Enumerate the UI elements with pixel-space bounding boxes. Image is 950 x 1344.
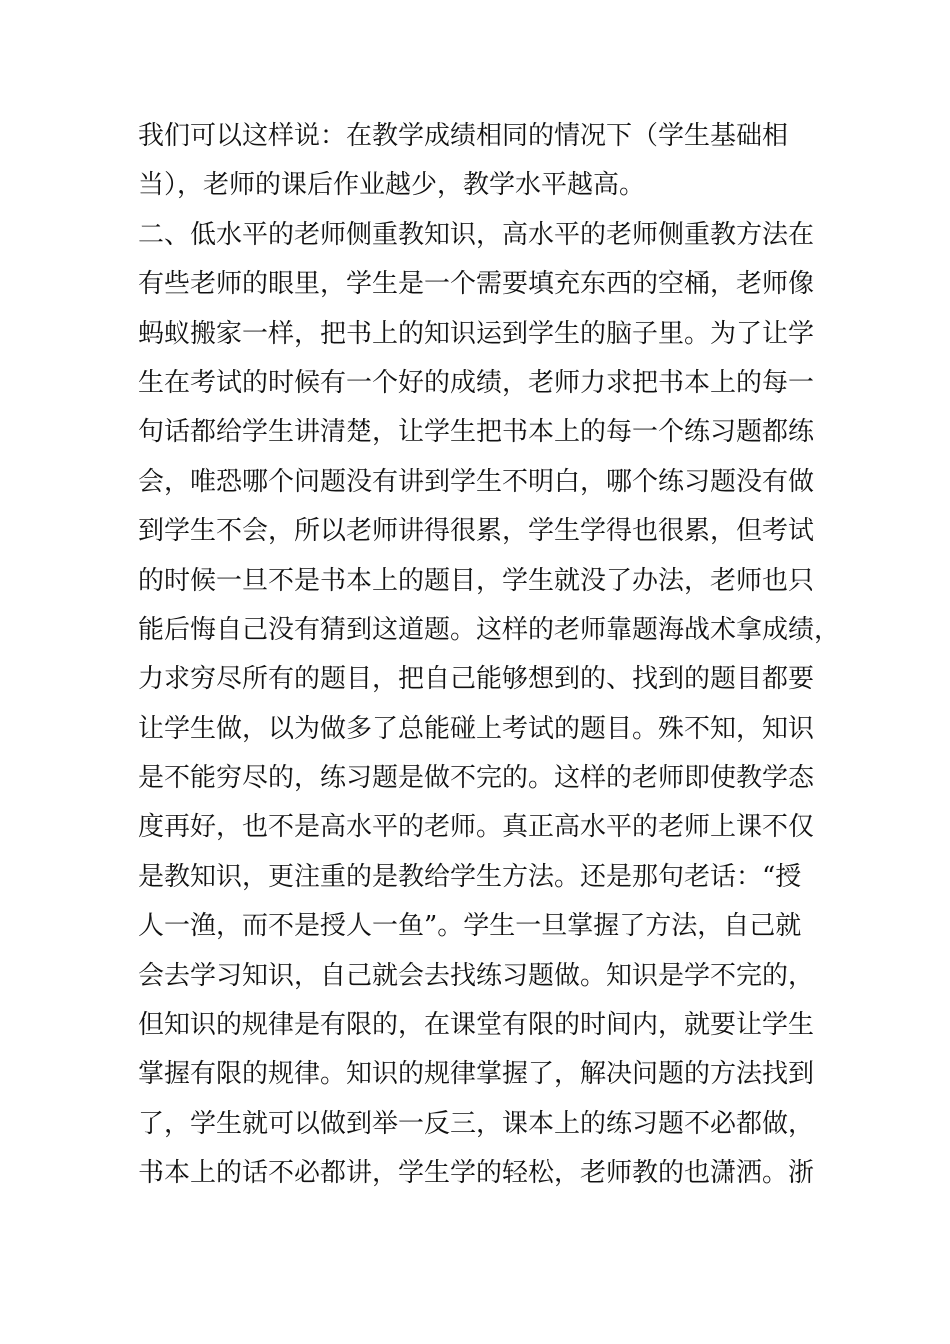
text-line: 当），老师的课后作业越少，教学水平越高。 [138,170,646,201]
text-line: 但知识的规律是有限的，在课堂有限的时间内，就要让学生 [138,1010,815,1041]
text-line: 句话都给学生讲清楚，让学生把书本上的每一个练习题都练 [138,417,815,448]
text-line: 到学生不会，所以老师讲得很累，学生学得也很累，但考试 [138,516,815,547]
text-line: 蚂蚁搬家一样，把书上的知识运到学生的脑子里。为了让学 [138,318,815,349]
text-line: 二、低水平的老师侧重教知识，高水平的老师侧重教方法在 [138,219,815,250]
text-line: 是不能穷尽的，练习题是做不完的。这样的老师即使教学态 [138,763,815,794]
text-line: 会，唯恐哪个问题没有讲到学生不明白，哪个练习题没有做 [138,466,815,497]
text-line: 书本上的话不必都讲，学生学的轻松，老师教的也潇洒。浙 [138,1158,815,1189]
text-line: 的时候一旦不是书本上的题目，学生就没了办法，老师也只 [138,565,815,596]
text-line: 了，学生就可以做到举一反三，课本上的练习题不必都做， [138,1108,815,1139]
text-line: 力求穷尽所有的题目，把自己能够想到的、找到的题目都要 [138,664,815,695]
text-line: 能后悔自己没有猜到这道题。这样的老师靠题海战术拿成绩， [138,614,841,645]
text-line: 人一渔，而不是授人一鱼”。学生一旦掌握了方法，自己就 [138,911,802,942]
text-line: 掌握有限的规律。知识的规律掌握了，解决问题的方法找到 [138,1059,815,1090]
body-text [138,112,841,1199]
text-line: 生在考试的时候有一个好的成绩，老师力求把书本上的每一 [138,367,815,398]
text-line: 我们可以这样说：在教学成绩相同的情况下（学生基础相 [138,121,789,151]
text-line: 会去学习知识，自己就会去找练习题做。知识是学不完的， [138,960,815,991]
text-line: 是教知识，更注重的是教给学生方法。还是那句老话：“授 [138,861,802,892]
text-line: 有些老师的眼里，学生是一个需要填充东西的空桶，老师像 [138,269,815,300]
text-line: 让学生做，以为做多了总能碰上考试的题目。殊不知，知识 [138,713,815,744]
text-line: 度再好，也不是高水平的老师。真正高水平的老师上课不仅 [138,812,815,843]
